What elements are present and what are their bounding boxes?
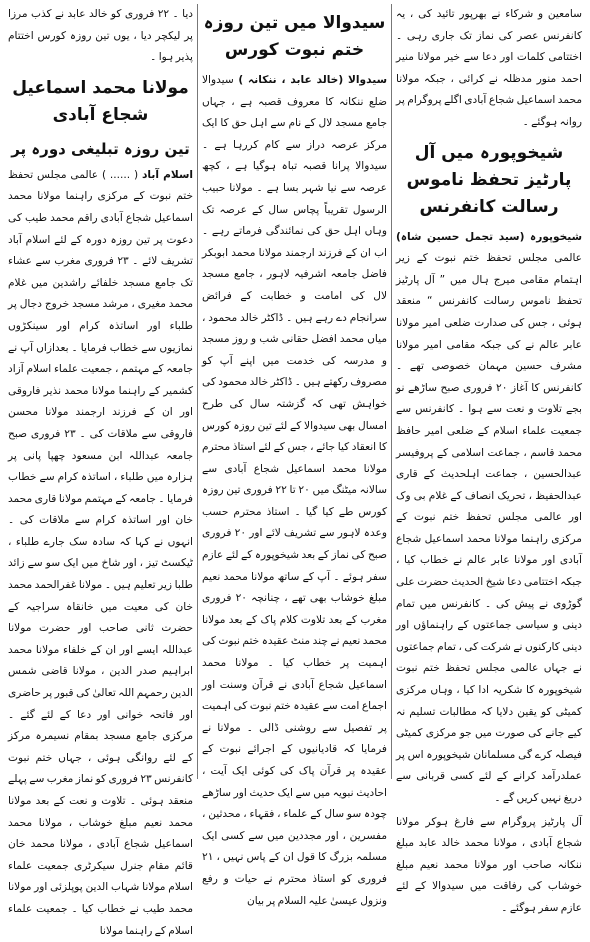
column-right — [392, 4, 586, 914]
article-paragraph — [8, 165, 193, 942]
article-paragraph — [396, 812, 582, 920]
article-paragraph — [396, 227, 582, 810]
article-body-text: ( ...... ) عالمی مجلس تحفظ ختم نبوت کے مرکزی راہنما مولانا محمد اسماعیل شجاع آبادی راقم محمد طیب کی دعوت پر تین روزہ دورہ کے لئے اسلام آباد تشریف لائے ۔ ۲۳ فروری مغرب سے عشاء تک جامع مسجد خلفائے راشدین میں غلام محمد مغیری ، مرشد مسجد خروج دجال پر طلباء اور اساتذہ کرام اور سینکڑوں نمازیوں سے خطاب فرمایا ۔ بعدازاں آپ نے جامعہ کے مہتمم ، جمعیت علماء اسلام آزاد کشمیر کے راہنما مولانا محمد نذیر فاروقی اور ان کے فرزند ارجمند مولانا محسن فاروقی سے ملاقات کی ۔ ۲۳ فروری صبح جامعہ عبداللہ ابن مسعود چھپا پانی پر ہزارہ میں طلباء ، اساتذہ کرام سے خطاب فرمایا ۔ جامعہ کے مہتمم مولانا قاری محمد خان اور اساتذہ کرام سے ملاقات کی ۔ انہوں نے کہا کہ سادہ سک جارے طلباء ، ٹیکسٹ تیز ، اور شاخ میں ایک سو سے زائد طلبا زیر تعلیم ہیں ۔ مولانا غفرالحمد محمد خان کی معیت میں خانقاہ سراجیہ کے حضرت ثانی صاحب اور حضرت مولانا عبداللہ ایسے اور ان کے خلفاء مولانا محمد ابراہیم صدر الدین ، مولانا قاضی شمس الدین رحمہم اللہ تعالیٰ کی قبور پر حاضری اور فاتحہ خوانی اور دعا کے لئے گئے ۔ مرکزی جامع مسجد بمقام نسیمرہ مرکز کے لئے روانگی ہوئی ، جہاں ختم نبوت کانفرنس ۲۳ فروری کو نماز مغرب سے پہلے منعقد ہوئی ۔ تلاوت و نعت کے بعد مولانا محمد نعیم مبلغ خوشاب ، مولانا محمد اسماعیل شجاع آبادی ، مولانا محمد خان قائم مقام جنرل سیکرٹری جمعیت علماء اسلام مولانا شہاب الدین پوپلزئی اور مولانا محمد طیب نے خطاب کیا ۔ جمعیت علماء اسلام کے راہنما مولانا — [8, 168, 193, 937]
article-body-text: سامعین و شرکاء نے بھرپور تائید کی ، یہ کانفرنس عصر کی نماز تک جاری رہی ۔ اختتامی کلمات اور دعا سے خیر مولانا منیر احمد منور مدظلہ نے کرائی ، جبکہ مولانا محمد اسماعیل شجاع آبادی اگلے پروگرام پر روانہ ہوگئے ۔ — [396, 8, 582, 128]
article-paragraph — [396, 4, 582, 134]
article-headline: مولانا محمد اسماعیل شجاع آبادی — [12, 77, 189, 125]
article-body-text: عالمی مجلس تحفظ ختم نبوت کے زیر اہتمام مقامی میرج ہال میں ” آل پارٹیز تحفظ ناموس رسالت کانفرنس “ منعقد ہوئی ، جس کی صدارت ضلعی امیر مولانا عابر عالم نے کی جبکہ مقامی امیر مولانا مشرف حسین مہمان خصوصی تھے ۔ کانفرنس کا آغاز ۲۰ فروری صبح ساڑھے نو بجے تلاوت و نعت سے ہوا ۔ کانفرنس سے جمعیت علماء اسلام کے ضلعی امیر حافظ محمد قاسم ، جماعت اسلامی کے پروفیسر عبدالحسین ، جماعت اہلحدیث کے قاری عبدالحفیظ ، تحریک انصاف کے غلام بی وک اور عالمی مجلس تحفظ ختم نبوت کے مرکزی راہنما مولانا محمد اسماعیل شجاع آبادی اور مولانا عابر عالم نے خطاب کیا ، جبکہ اختتامی دعا شیخ الحدیث حضرت علی گوڑوی نے پیش کی ۔ کانفرنس میں تمام دینی و سیاسی جماعتوں کے راہنماؤں اور دینی کارکنوں نے شرکت کی ، تمام جماعتوں نے جہاں عالمی مجلس تحفظ ختم نبوت شیخوپورہ کا شکریہ ادا کیا ، وہاں مرکزی کمیٹی کو یقین دلایا کہ مطالبات تسلیم نہ کیے جانے کی صورت میں جو مرکزی کمیٹی فیصلہ کرے گی مسلمانان شیخوپورہ اس پر عملدرآمد کرانے کے لئے کسی قربانی سے دریغ نہیں کریں گے ۔ — [396, 252, 582, 804]
article-body-text: سیدوالا ضلع ننکانہ کا معروف قصبہ ہے ، جہاں جامع مسجد لال کے نام سے اہل حق کا ایک مرکز عرصہ دراز سے کام کررہا ہے ۔ سیدوالا پرانا قصبہ تباہ ہوگیا ہے ، کچھ عرصہ سے نیا شہر بسا ہے ۔ مولانا حبیب الرسول تقریباً پچاس سال کے عرصہ تک وہاں اہل حق کی نمائندگی فرماتے رہے ۔ اب ان کے فرزند ارجمند مولانا محمد ابوبکر فاضل جامعہ اشرفیہ لاہور ، جامع مسجد لال کی امامت و خطابت کے فرائض سرانجام دے رہے ہیں ۔ ڈاکٹر خالد محمود ، میاں محمد افضل حقانی شب و روز مسجد و مدرسہ کی خدمت میں اپنے آپ کو مصروف رکھتے ہیں ۔ ڈاکٹر خالد محمود کی خواہش تھی کہ گزشتہ سال کی طرح امسال بھی سیدوالا کے لئے تین روزہ کورس کا انعقاد کیا جائے ، جس کے لئے استاذ محترم مولانا محمد اسماعیل شجاع آبادی سے سالانہ میٹنگ میں ۲۰ تا ۲۲ فروری تین روزہ کورس طے کیا گیا ۔ استاذ محترم حسب وعدہ لاہور سے تشریف لائے اور ۲۰ فروری صبح کی نماز کے بعد شیخوپورہ کے لئے عازم سفر ہوئے ۔ آپ کے ساتھ مولانا محمد نعیم مبلغ خوشاب بھی تھے ، چنانچہ ۲۰ فروری مغرب کے بعد تلاوت کلام پاک کے بعد مولانا محمد نعیم نے چند منٹ عقیدہ ختم نبوت کی اہمیت پر خطاب کیا ۔ مولانا محمد اسماعیل شجاع آبادی نے قرآن وسنت اور اجماع امت سے عقیدہ ختم نبوت کی اہمیت پر تفصیل سے روشنی ڈالی ۔ مولانا نے فرمایا کہ قادیانیوں کے اجرائے نبوت کے عقیدہ پر قرآن پاک کی کوئی ایک آیت ، احادیث نبویہ میں سے ایک حدیث اور ساڑھے چودہ سو سال کے علماء ، فقہاء ، محدثین ، مفسرین ، اور مجددین میں سے کسی ایک مسلمہ بزرگ کا قول ان کے پاس نہیں ، ۲۱ فروری کو استاذ محترم نے حیات و رفع ونزول عیسیٰ علیہ السلام پر بیان — [202, 74, 387, 907]
article-paragraph — [202, 70, 387, 912]
column-left — [4, 4, 198, 937]
article-body-text: دیا ۔ ۲۲ فروری کو خالد عابد نے کذب مرزا پر لیکچر دیا ، یوں تین روزہ کورس اختتام پذیر ہوا ۔ — [8, 8, 193, 64]
article-headline: سیدوالا میں تین روزہ ختم نبوت کورس — [203, 13, 386, 60]
article-paragraph — [8, 4, 193, 69]
article-dateline: سیدوالا (خالد عابد ، ننکانہ ) — [238, 74, 387, 86]
article-dateline: اسلام آباد — [141, 168, 193, 181]
article-subheadline: تین روزہ تبلیغی دورہ پر — [11, 139, 190, 158]
article-headline: شیخوپورہ میں آل پارٹیز تحفظ ناموس رسالت کانفرنس — [406, 142, 572, 217]
article-body-text: آل پارٹیز پروگرام سے فارغ ہوکر مولانا شجاع آبادی ، مولانا محمد خالد عابد مبلغ ننکانہ صاحب اور مولانا محمد نعیم مبلغ خوشاب کی رفاقت میں سیدوالا کے لئے عازم سفر ہوگئے ۔ — [396, 815, 582, 914]
article-dateline: شیخوپورہ (سید تجمل حسین شاہ) — [396, 230, 582, 243]
column-middle — [198, 4, 392, 907]
